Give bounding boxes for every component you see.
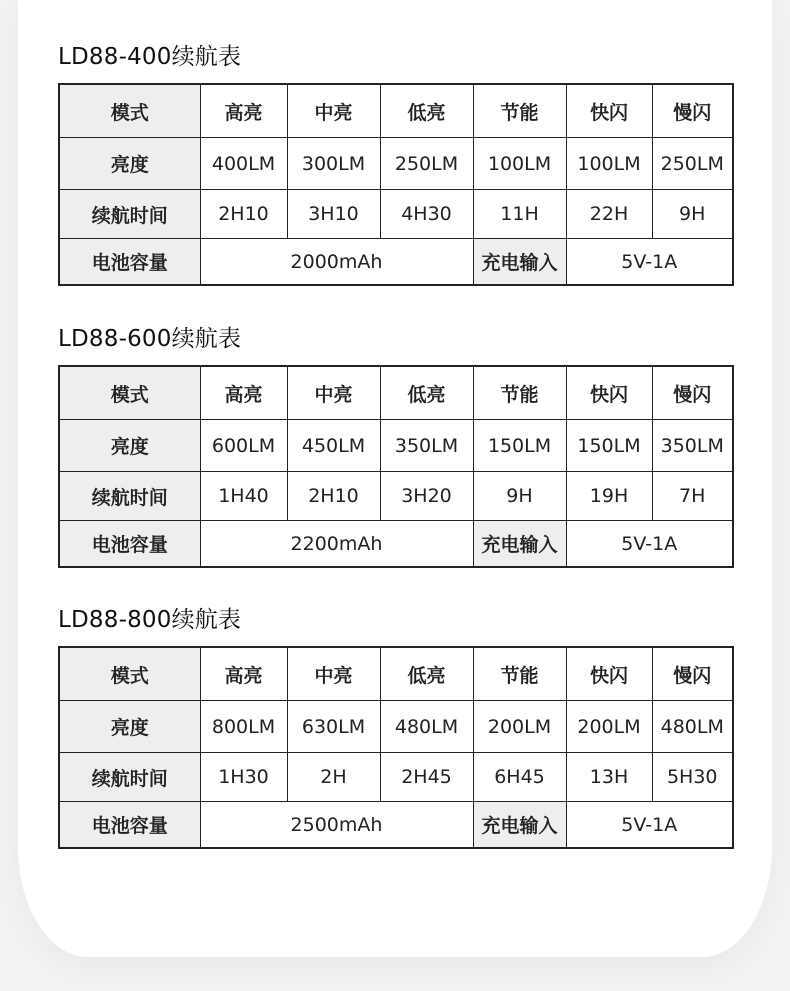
charge-label: 充电输入 <box>473 521 566 568</box>
runtime-table <box>58 646 734 849</box>
brightness-value: 150LM <box>566 420 652 472</box>
battery-label: 电池容量 <box>59 521 200 568</box>
brightness-label: 亮度 <box>59 420 200 472</box>
battery-label: 电池容量 <box>59 239 200 286</box>
mode-high: 高亮 <box>200 84 287 138</box>
battery-row <box>59 239 733 286</box>
runtime-value: 11H <box>473 190 566 239</box>
runtime-value: 22H <box>566 190 652 239</box>
brightness-row <box>59 138 733 190</box>
charge-label: 充电输入 <box>473 802 566 849</box>
brightness-value: 350LM <box>652 420 733 472</box>
runtime-row <box>59 472 733 521</box>
mode-eco: 节能 <box>473 366 566 420</box>
runtime-value: 19H <box>566 472 652 521</box>
runtime-label: 续航时间 <box>59 753 200 802</box>
spec-section-ld88-400 <box>58 41 732 274</box>
mode-fast-flash: 快闪 <box>566 84 652 138</box>
runtime-value: 1H40 <box>200 472 287 521</box>
mode-label: 模式 <box>59 84 200 138</box>
battery-value: 2000mAh <box>200 239 473 286</box>
section-title: LD88-800续航表 <box>58 607 242 633</box>
brightness-value: 100LM <box>566 138 652 190</box>
spec-section-ld88-600 <box>58 323 732 556</box>
runtime-value: 3H20 <box>380 472 473 521</box>
brightness-row <box>59 701 733 753</box>
runtime-value: 4H30 <box>380 190 473 239</box>
mode-high: 高亮 <box>200 366 287 420</box>
battery-row <box>59 521 733 568</box>
mode-label: 模式 <box>59 366 200 420</box>
mode-fast-flash: 快闪 <box>566 647 652 701</box>
charge-label: 充电输入 <box>473 239 566 286</box>
brightness-value: 600LM <box>200 420 287 472</box>
runtime-value: 2H45 <box>380 753 473 802</box>
charge-value: 5V-1A <box>566 521 733 568</box>
brightness-value: 630LM <box>287 701 380 753</box>
section-title: LD88-600续航表 <box>58 326 242 352</box>
brightness-value: 200LM <box>566 701 652 753</box>
runtime-value: 3H10 <box>287 190 380 239</box>
runtime-value: 9H <box>473 472 566 521</box>
brightness-value: 480LM <box>380 701 473 753</box>
brightness-value: 200LM <box>473 701 566 753</box>
runtime-value: 13H <box>566 753 652 802</box>
runtime-value: 2H10 <box>287 472 380 521</box>
battery-row <box>59 802 733 849</box>
battery-label: 电池容量 <box>59 802 200 849</box>
brightness-value: 250LM <box>380 138 473 190</box>
mode-medium: 中亮 <box>287 366 380 420</box>
runtime-value: 5H30 <box>652 753 733 802</box>
mode-high: 高亮 <box>200 647 287 701</box>
brightness-value: 100LM <box>473 138 566 190</box>
brightness-value: 450LM <box>287 420 380 472</box>
section-title: LD88-400续航表 <box>58 44 242 70</box>
charge-value: 5V-1A <box>566 802 733 849</box>
mode-eco: 节能 <box>473 84 566 138</box>
runtime-value: 9H <box>652 190 733 239</box>
runtime-value: 1H30 <box>200 753 287 802</box>
mode-row <box>59 647 733 701</box>
mode-fast-flash: 快闪 <box>566 366 652 420</box>
runtime-label: 续航时间 <box>59 190 200 239</box>
brightness-label: 亮度 <box>59 701 200 753</box>
mode-slow-flash: 慢闪 <box>652 366 733 420</box>
mode-low: 低亮 <box>380 647 473 701</box>
runtime-value: 7H <box>652 472 733 521</box>
runtime-value: 2H <box>287 753 380 802</box>
brightness-label: 亮度 <box>59 138 200 190</box>
brightness-value: 150LM <box>473 420 566 472</box>
mode-low: 低亮 <box>380 366 473 420</box>
mode-medium: 中亮 <box>287 84 380 138</box>
spec-section-ld88-800 <box>58 604 732 837</box>
mode-medium: 中亮 <box>287 647 380 701</box>
runtime-label: 续航时间 <box>59 472 200 521</box>
battery-value: 2500mAh <box>200 802 473 849</box>
charge-value: 5V-1A <box>566 239 733 286</box>
brightness-value: 400LM <box>200 138 287 190</box>
runtime-table <box>58 365 734 568</box>
mode-row <box>59 366 733 420</box>
runtime-row <box>59 753 733 802</box>
mode-eco: 节能 <box>473 647 566 701</box>
brightness-value: 350LM <box>380 420 473 472</box>
mode-slow-flash: 慢闪 <box>652 84 733 138</box>
mode-label: 模式 <box>59 647 200 701</box>
mode-low: 低亮 <box>380 84 473 138</box>
runtime-table <box>58 83 734 286</box>
brightness-row <box>59 420 733 472</box>
mode-slow-flash: 慢闪 <box>652 647 733 701</box>
brightness-value: 480LM <box>652 701 733 753</box>
runtime-row <box>59 190 733 239</box>
runtime-value: 6H45 <box>473 753 566 802</box>
brightness-value: 300LM <box>287 138 380 190</box>
battery-value: 2200mAh <box>200 521 473 568</box>
brightness-value: 250LM <box>652 138 733 190</box>
runtime-value: 2H10 <box>200 190 287 239</box>
brightness-value: 800LM <box>200 701 287 753</box>
mode-row <box>59 84 733 138</box>
